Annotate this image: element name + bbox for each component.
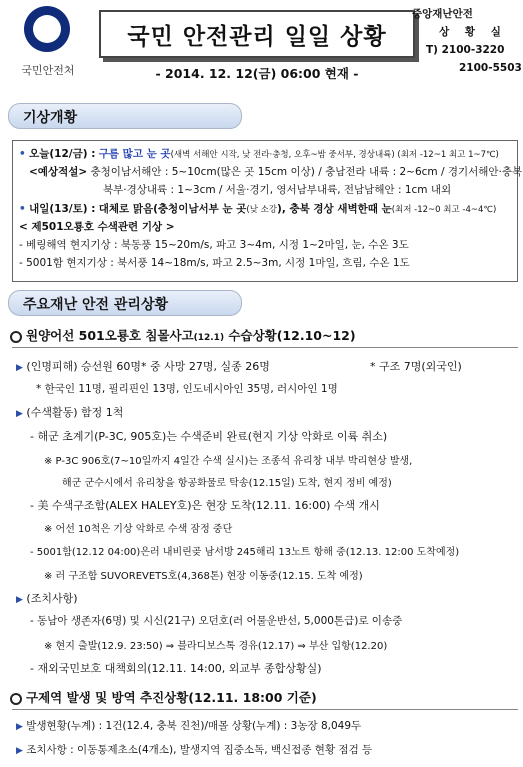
rescued-note: * 구조 7명(외국인): [370, 360, 462, 373]
item1-title: 원양어선 501오룡호 침몰사고(12.1) 수습상황(12.10~12): [10, 326, 356, 344]
navy-aircraft-line: - 해군 초계기(P-3C, 905호)는 수색준비 완료(현지 기상 악화로 이륙 취소): [30, 430, 388, 443]
fishing-boat-note: ※ 어선 10척은 기상 악화로 수색 잠정 중단: [44, 524, 233, 535]
p3c-note-2: 해군 군수시에서 유리창을 항공화물로 탁송(12.15일) 도착, 현지 정비 예정): [62, 478, 392, 489]
weather-section-bar: [8, 103, 242, 129]
agency-tel-2: 2100-5503: [459, 62, 522, 74]
title-box: [99, 10, 415, 58]
meeting-line: - 재외국민보호 대책회의(12.11. 14:00, 외교부 종합상황실): [30, 662, 322, 675]
p3c-note-1: ※ P-3C 906호(7~10일까지 4일간 수색 실시)는 조종석 유리창 내부 박리현상 발생,: [44, 456, 413, 467]
us-ship-line: - 美 수색구조함(ALEX HALEY호)은 현장 도착(12.11. 16:00) 수색 개시: [30, 499, 380, 512]
agency-tel-1: T) 2100-3220: [426, 44, 505, 56]
fmd-actions-line: ▶ 조치사항 : 이동통제초소(4개소), 발생지역 집중소독, 백신접종 현황 점검 등: [16, 744, 373, 756]
ship-weather-header: < 제501오룡호 수색관련 기상 >: [19, 221, 175, 233]
route-note: ※ 현지 출발(12.9. 23:50) ⇒ 블라디보스톡 경유(12.17) ⇒ 부산 입항(12.20): [44, 641, 388, 652]
nationality-line: * 한국인 11명, 필리핀인 13명, 인도네시아인 35명, 러시아인 1명: [36, 383, 338, 395]
agency-name: 중앙재난안전: [412, 8, 473, 20]
weather-section-title: 기상개황: [23, 110, 78, 126]
fmd-status-line: ▶ 발생현황(누계) : 1건(12.4, 충북 진천)/매몰 상황(누계) : 3농장 8,049두: [16, 720, 362, 732]
report-date: - 2014. 12. 12(금) 06:00 현재 -: [155, 66, 359, 81]
main-section-title: 주요재난 안전 관리상황: [23, 297, 168, 313]
ship-weather-bering: - 베링해역 현지기상 : 북동풍 15~20m/s, 파고 3~4m, 시정 1~2마일, 눈, 수온 3도: [19, 239, 409, 251]
item2-title: 구제역 발생 및 방역 추진상황(12.11. 18:00 기준): [10, 688, 317, 706]
weather-forecast-1: <예상적설> 충청이남서해안 : 5~10cm(많은 곳 15cm 이상) / 충남전라 내륙 : 2~6cm / 경기서해안·충북: [29, 166, 523, 178]
weather-forecast-2: 북부·경상내륙 : 1~3cm / 서울·경기, 영서남부내륙, 전남남해안 : 1cm 내외: [103, 184, 452, 196]
weather-tomorrow: • 내일(13/토) : 대체로 맑음(충청이남서부 눈 곳(낮 소강), 충북 경상 새벽한때 눈(최저 -12~0 최고 -4~4℃): [19, 203, 497, 215]
emblem-icon: [24, 6, 70, 52]
page-title: 국민 안전관리 일일 상황: [127, 23, 387, 50]
transfer-line: - 동남아 생존자(6명) 및 시신(21구) 오던호(러 어물운반선, 5,000톤급)로 이송중: [30, 615, 403, 627]
actions-heading: ▶ (조치사항): [16, 592, 78, 605]
ship-weather-5001: - 5001함 현지기상 : 북서풍 14~18m/s, 파고 2.5~3m, 시정 1마일, 흐림, 수온 1도: [19, 257, 410, 269]
item2-divider: [12, 709, 518, 710]
search-heading: ▶ (수색활동) 함정 1척: [16, 406, 124, 419]
weather-today: • 오늘(12/금) : 구름 많고 눈 곳(새벽 서해안 시작, 낮 전라·충청, 오후~밤 중서부, 경상내륙) (최저 -12~1 최고 1~7℃): [19, 148, 499, 160]
logo-text: 국민안전처: [21, 64, 75, 77]
main-section-bar: [8, 290, 242, 316]
ship-5001-line: - 5001함(12.12 04:00)은러 내비린곶 남서방 245해리 13노트 항해 중(12.13. 12:00 도착예정): [30, 547, 460, 558]
agency-info: [412, 5, 520, 77]
russian-ship-note: ※ 러 구조함 SUVOREVETS호(4,368톤) 현장 이동중(12.15. 도착 예정): [44, 571, 363, 582]
ministry-logo: [8, 4, 88, 90]
agency-dept: 상 황 실: [439, 26, 507, 38]
item1-divider: [12, 347, 518, 348]
casualty-line: ▶ (인명피해) 승선원 60명* 중 사망 27명, 실종 26명: [16, 360, 270, 373]
weather-box: [12, 140, 523, 282]
